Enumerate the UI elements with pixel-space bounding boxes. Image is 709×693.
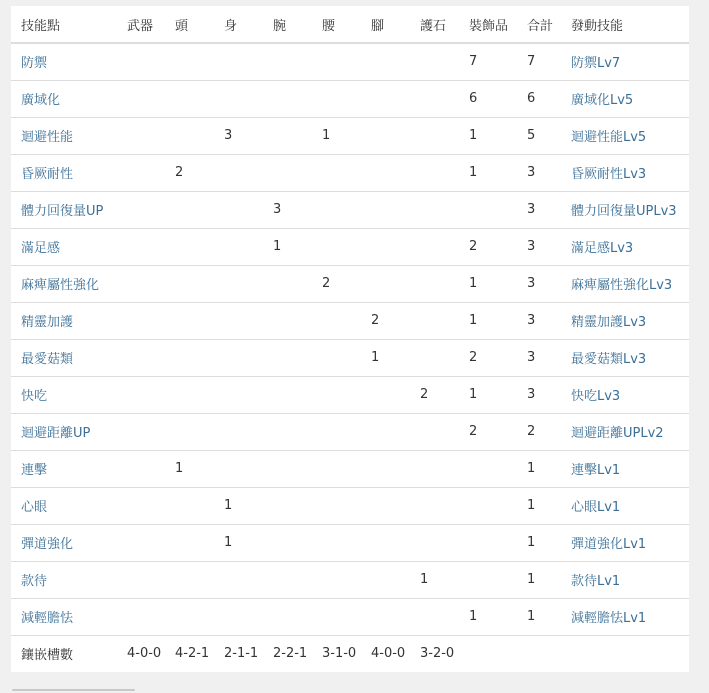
active-skill-cell: [561, 598, 689, 635]
empty-cell: [517, 635, 561, 672]
slots-label: 鑲嵌槽數: [21, 648, 74, 664]
cell-head: [165, 413, 214, 450]
cell-head: 1: [175, 461, 184, 476]
cell-weapon: [117, 339, 165, 376]
cell-charm: [410, 154, 459, 191]
cell-head: [165, 524, 214, 561]
header-charm: 護石: [420, 18, 447, 34]
active-skill-cell: [561, 265, 689, 302]
table-row: [11, 117, 689, 154]
skill-name-cell: [11, 80, 117, 117]
cell-waist: [312, 561, 361, 598]
cell-leg: 1: [371, 350, 380, 365]
table-row: [11, 265, 689, 302]
cell-waist: [312, 339, 361, 376]
active-skill-cell: [561, 43, 689, 80]
slots-value: 4-0-0: [127, 646, 162, 662]
table-row: [11, 376, 689, 413]
cell-head: [165, 265, 214, 302]
cell-arm: [263, 524, 312, 561]
cell-charm: 2: [420, 387, 429, 402]
cell-deco: [459, 450, 517, 487]
active-skill-link[interactable]: 滿足感Lv3: [571, 241, 634, 256]
cell-waist: 1: [322, 128, 331, 143]
cell-body: [214, 598, 263, 635]
empty-cell: [459, 635, 517, 672]
cell-leg: [361, 413, 410, 450]
cell-body: 1: [224, 498, 233, 513]
cell-charm: [410, 487, 459, 524]
active-skill-link[interactable]: 快吃Lv3: [571, 389, 621, 404]
cell-total: 3: [527, 165, 536, 180]
skill-name-cell: [11, 561, 117, 598]
cell-total: 7: [527, 54, 536, 70]
cell-body: [214, 339, 263, 376]
cell-weapon: [117, 524, 165, 561]
active-skill-link[interactable]: 精靈加護Lv3: [571, 315, 647, 330]
active-skill-cell: [561, 413, 689, 450]
slots-value: 3-2-0: [420, 646, 455, 662]
active-skill-link[interactable]: 昏厥耐性Lv3: [571, 167, 647, 182]
cell-body: [214, 228, 263, 265]
skill-name-link[interactable]: 昏厥耐性: [21, 167, 74, 182]
cell-arm: [263, 598, 312, 635]
cell-weapon: [117, 191, 165, 228]
cell-arm: [263, 487, 312, 524]
active-skill-link[interactable]: 廣域化Lv5: [571, 93, 634, 108]
cell-total: 5: [527, 128, 536, 143]
cell-body: [214, 265, 263, 302]
cell-head: [165, 339, 214, 376]
active-skill-link[interactable]: 麻痺屬性強化Lv3: [571, 278, 673, 293]
cell-total: 3: [527, 350, 536, 365]
cell-waist: [312, 80, 361, 117]
cell-total: 3: [527, 276, 536, 291]
slots-value: 3-1-0: [322, 646, 357, 662]
cell-weapon: [117, 154, 165, 191]
skill-name-link[interactable]: 麻痺屬性強化: [21, 278, 100, 293]
cell-weapon: [117, 302, 165, 339]
cell-charm: [410, 228, 459, 265]
cell-charm: [410, 80, 459, 117]
skill-name-link[interactable]: 廣域化: [21, 93, 61, 108]
cell-leg: [361, 191, 410, 228]
cell-charm: [410, 117, 459, 154]
skill-name-cell: [11, 413, 117, 450]
cell-leg: [361, 265, 410, 302]
empty-cell: [561, 635, 689, 672]
active-skill-link[interactable]: 減輕膽怯Lv1: [571, 611, 647, 626]
cell-body: [214, 561, 263, 598]
cell-head: [165, 191, 214, 228]
cell-arm: [263, 154, 312, 191]
cell-total: 1: [527, 461, 536, 476]
skill-name-link[interactable]: 連擊: [21, 463, 48, 478]
cell-waist: [312, 228, 361, 265]
table-row: [11, 43, 689, 80]
active-skill-cell: [561, 561, 689, 598]
skill-name-cell: [11, 228, 117, 265]
skill-name-cell: [11, 524, 117, 561]
cell-weapon: [117, 228, 165, 265]
active-skill-cell: [561, 154, 689, 191]
active-skill-cell: [561, 487, 689, 524]
header-active-skill: 發動技能: [571, 18, 624, 34]
cell-waist: [312, 376, 361, 413]
active-skill-link[interactable]: 心眼Lv1: [571, 500, 621, 515]
table-row: [11, 561, 689, 598]
skill-name-cell: [11, 302, 117, 339]
slots-value: 2-1-1: [224, 646, 259, 662]
skill-name-link[interactable]: 快吃: [21, 389, 48, 404]
active-skill-link[interactable]: 最愛菇類Lv3: [571, 352, 647, 367]
skill-name-cell: [11, 43, 117, 80]
skill-name-cell: [11, 376, 117, 413]
cell-total: 3: [527, 313, 536, 328]
cell-leg: [361, 524, 410, 561]
cell-waist: [312, 450, 361, 487]
header-body: 身: [224, 18, 238, 34]
cell-total: 3: [527, 387, 536, 402]
table-row: [11, 598, 689, 635]
cell-waist: [312, 43, 361, 80]
cell-charm: 1: [420, 572, 429, 587]
cell-total: 2: [527, 424, 536, 439]
cell-weapon: [117, 265, 165, 302]
cell-waist: [312, 191, 361, 228]
cell-deco: [459, 191, 517, 228]
skill-table-panel: [11, 6, 689, 672]
skill-name-link[interactable]: 最愛菇類: [21, 352, 74, 367]
cell-leg: [361, 80, 410, 117]
cell-arm: [263, 450, 312, 487]
cell-body: [214, 450, 263, 487]
table-row: [11, 450, 689, 487]
cell-arm: [263, 413, 312, 450]
cell-head: [165, 80, 214, 117]
active-skill-link[interactable]: 防禦Lv7: [571, 56, 621, 72]
active-skill-cell: [561, 339, 689, 376]
cell-weapon: [117, 598, 165, 635]
skill-name-link[interactable]: 款待: [21, 574, 48, 589]
active-skill-link[interactable]: 迴避性能Lv5: [571, 130, 647, 145]
header-arm: 腕: [273, 18, 287, 34]
cell-arm: [263, 561, 312, 598]
cell-charm: [410, 302, 459, 339]
skill-name-cell: [11, 154, 117, 191]
table-row: [11, 524, 689, 561]
skill-name-link[interactable]: 減輕膽怯: [21, 611, 74, 626]
active-skill-link[interactable]: 彈道強化Lv1: [571, 537, 647, 552]
skill-name-cell: [11, 191, 117, 228]
active-skill-cell: [561, 450, 689, 487]
cell-deco: 1: [469, 128, 478, 143]
cell-deco: 1: [469, 387, 478, 402]
table-row: [11, 413, 689, 450]
skill-name-cell: [11, 450, 117, 487]
active-skill-cell: [561, 524, 689, 561]
skill-name-cell: [11, 598, 117, 635]
skill-name-link[interactable]: 心眼: [21, 500, 48, 515]
cell-charm: [410, 265, 459, 302]
skill-name-link[interactable]: 彈道強化: [21, 537, 74, 552]
cell-arm: 1: [273, 239, 282, 254]
table-row: [11, 339, 689, 376]
cell-body: 1: [224, 535, 233, 550]
decoration-slots-row: [11, 635, 689, 672]
skill-name-link[interactable]: 滿足感: [21, 241, 61, 256]
skill-name-cell: [11, 265, 117, 302]
cell-arm: [263, 43, 312, 80]
cell-arm: [263, 376, 312, 413]
cell-deco: 1: [469, 313, 478, 328]
table-row: [11, 191, 689, 228]
cell-body: [214, 154, 263, 191]
cell-leg: [361, 450, 410, 487]
cell-deco: 1: [469, 165, 478, 180]
cell-deco: 2: [469, 239, 478, 254]
cell-waist: 2: [322, 276, 331, 291]
active-skill-link[interactable]: 款待Lv1: [571, 574, 621, 589]
cell-deco: 1: [469, 609, 478, 624]
table-row: [11, 154, 689, 191]
cell-waist: [312, 487, 361, 524]
cell-body: [214, 80, 263, 117]
cell-waist: [312, 524, 361, 561]
cell-head: [165, 228, 214, 265]
skill-name-cell: [11, 487, 117, 524]
cell-leg: 2: [371, 313, 380, 328]
active-skill-cell: [561, 80, 689, 117]
cell-weapon: [117, 487, 165, 524]
cell-charm: [410, 339, 459, 376]
cell-head: 2: [175, 165, 184, 180]
cell-waist: [312, 154, 361, 191]
cell-leg: [361, 117, 410, 154]
cell-head: [165, 117, 214, 154]
cell-deco: [459, 487, 517, 524]
active-skill-link[interactable]: 連擊Lv1: [571, 463, 621, 478]
slots-value: 4-0-0: [371, 646, 406, 662]
cell-total: 6: [527, 91, 536, 106]
cell-weapon: [117, 376, 165, 413]
cell-head: [165, 43, 214, 80]
cell-total: 1: [527, 498, 536, 513]
cell-waist: [312, 598, 361, 635]
cell-waist: [312, 302, 361, 339]
cell-head: [165, 561, 214, 598]
cell-arm: [263, 265, 312, 302]
cell-deco: [459, 561, 517, 598]
header-decoration: 裝飾品: [469, 18, 509, 34]
cell-leg: [361, 154, 410, 191]
cell-weapon: [117, 117, 165, 154]
cell-total: 3: [527, 239, 536, 254]
active-skill-cell: [561, 228, 689, 265]
cell-charm: [410, 524, 459, 561]
cell-total: 3: [527, 202, 536, 217]
cell-head: [165, 598, 214, 635]
header-head: 頭: [175, 18, 189, 34]
active-skill-cell: [561, 376, 689, 413]
header-skill-points: 技能點: [21, 18, 61, 34]
cell-leg: [361, 561, 410, 598]
cell-body: 3: [224, 128, 233, 143]
cell-arm: [263, 339, 312, 376]
cell-leg: [361, 43, 410, 80]
slots-value: 2-2-1: [273, 646, 308, 662]
cell-weapon: [117, 43, 165, 80]
cell-deco: [459, 524, 517, 561]
cell-head: [165, 302, 214, 339]
skill-name-link[interactable]: 體力回復量UP: [21, 204, 104, 219]
active-skill-cell: [561, 191, 689, 228]
header-leg: 腳: [371, 18, 385, 34]
cell-deco: 2: [469, 424, 478, 439]
cell-deco: 1: [469, 276, 478, 291]
cell-leg: [361, 598, 410, 635]
cell-total: 1: [527, 609, 536, 624]
cell-weapon: [117, 413, 165, 450]
cell-deco: 2: [469, 350, 478, 365]
skill-name-link[interactable]: 防禦: [21, 56, 48, 72]
cell-head: [165, 487, 214, 524]
skill-name-link[interactable]: 迴避距離UP: [21, 426, 91, 441]
cell-leg: [361, 376, 410, 413]
cell-weapon: [117, 450, 165, 487]
cell-charm: [410, 191, 459, 228]
skill-points-table: [11, 6, 689, 672]
slots-value: 4-2-1: [175, 646, 210, 662]
table-row: [11, 302, 689, 339]
cell-body: [214, 191, 263, 228]
cell-total: 1: [527, 535, 536, 550]
skill-name-cell: [11, 117, 117, 154]
cell-arm: [263, 117, 312, 154]
cell-charm: [410, 450, 459, 487]
cell-weapon: [117, 80, 165, 117]
cell-waist: [312, 413, 361, 450]
cell-weapon: [117, 561, 165, 598]
cell-body: [214, 43, 263, 80]
cell-head: [165, 376, 214, 413]
table-body: [11, 43, 689, 672]
cell-total: 1: [527, 572, 536, 587]
skill-name-link[interactable]: 迴避性能: [21, 130, 74, 145]
active-skill-cell: [561, 117, 689, 154]
header-weapon: 武器: [127, 18, 154, 34]
active-skill-link[interactable]: 迴避距離UPLv2: [571, 426, 664, 441]
cell-charm: [410, 598, 459, 635]
table-row: [11, 487, 689, 524]
cell-arm: [263, 80, 312, 117]
skill-name-cell: [11, 339, 117, 376]
cell-leg: [361, 228, 410, 265]
horizontal-scrollbar[interactable]: [12, 689, 135, 691]
cell-leg: [361, 487, 410, 524]
active-skill-link[interactable]: 體力回復量UPLv3: [571, 204, 677, 219]
cell-body: [214, 302, 263, 339]
cell-charm: [410, 43, 459, 80]
table-row: [11, 228, 689, 265]
cell-body: [214, 376, 263, 413]
cell-arm: [263, 302, 312, 339]
cell-arm: 3: [273, 202, 282, 217]
cell-deco: 6: [469, 91, 478, 106]
header-waist: 腰: [322, 18, 336, 34]
cell-deco: 7: [469, 54, 478, 70]
active-skill-cell: [561, 302, 689, 339]
cell-body: [214, 413, 263, 450]
table-row: [11, 80, 689, 117]
header-total: 合計: [527, 18, 554, 34]
cell-charm: [410, 413, 459, 450]
table-header-row: [11, 6, 689, 43]
skill-name-link[interactable]: 精靈加護: [21, 315, 74, 330]
